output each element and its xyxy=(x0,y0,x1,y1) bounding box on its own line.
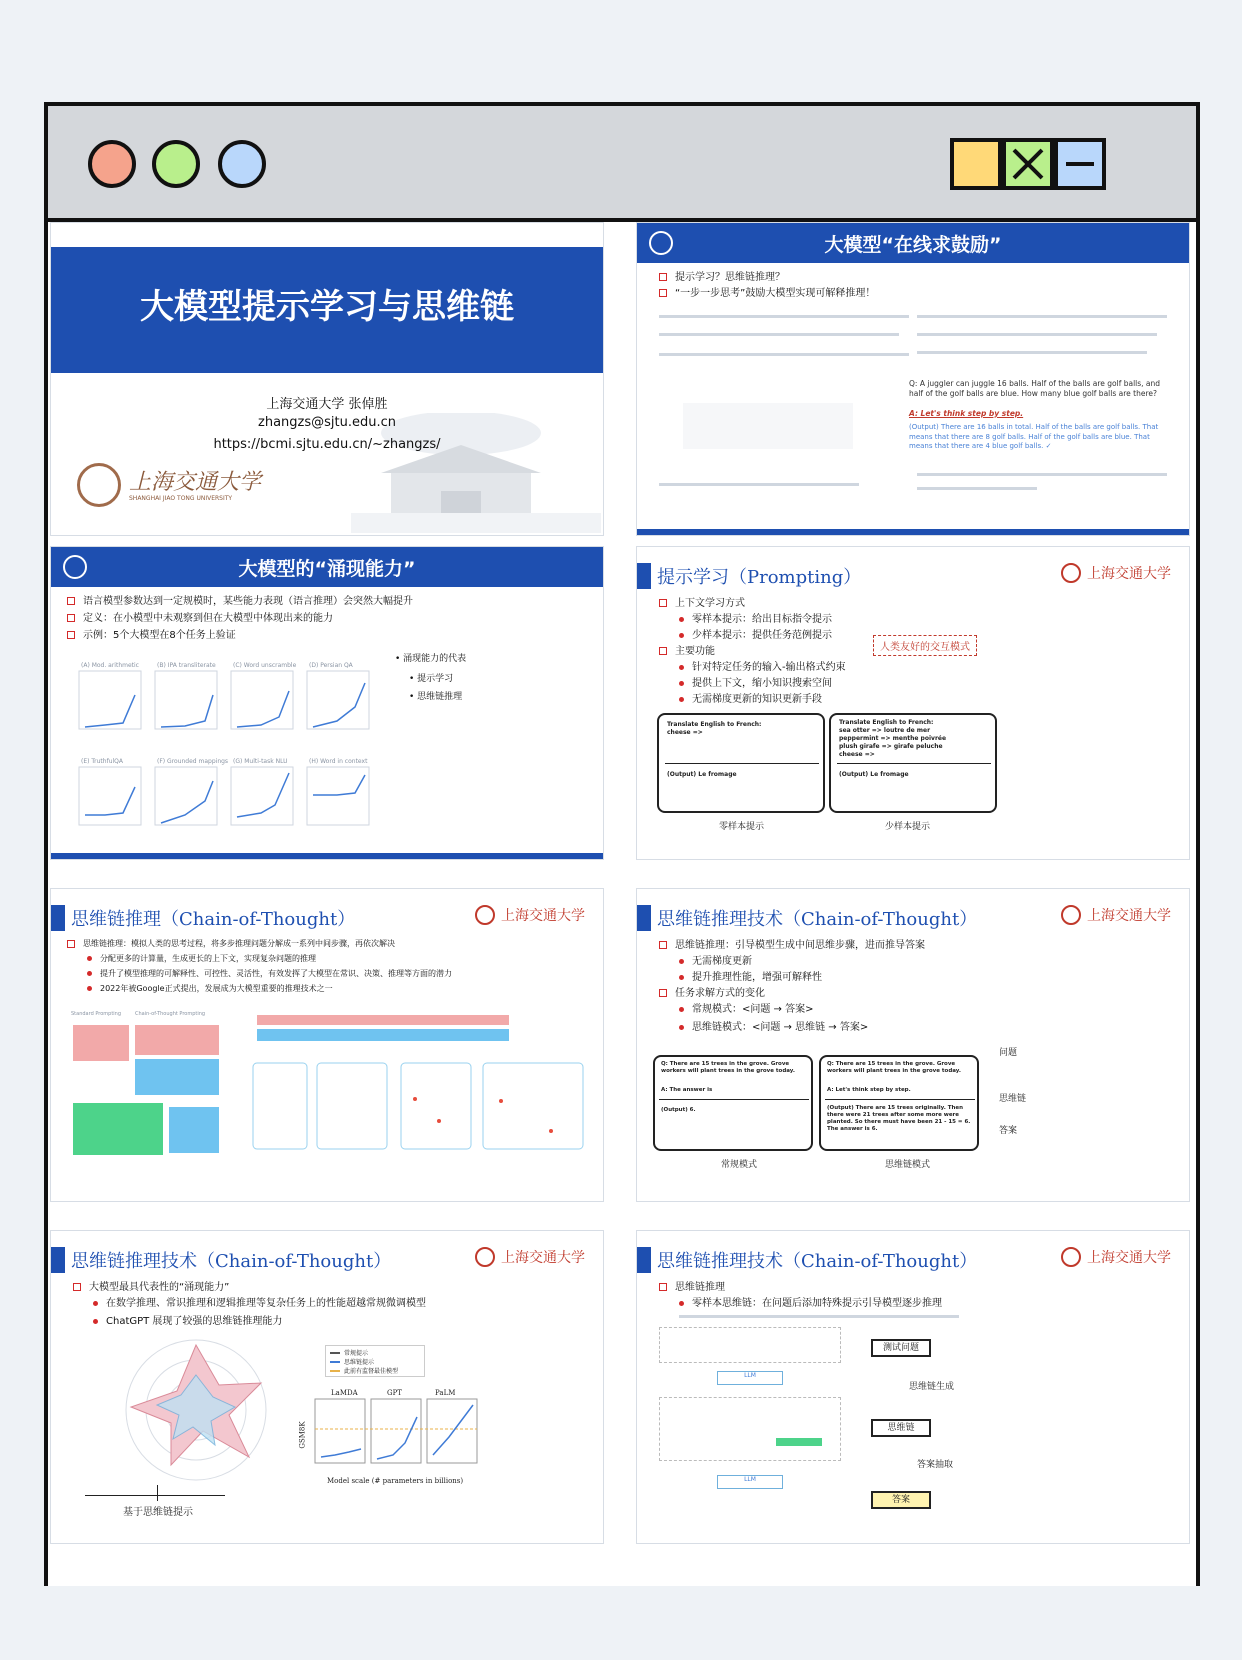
bullet: 大模型最具代表性的“涌现能力” xyxy=(73,1281,229,1294)
close-icon xyxy=(1008,144,1048,184)
slide-grid xyxy=(48,222,1196,1586)
logo-subtext: SHANGHAI JIAO TONG UNIVERSITY xyxy=(129,495,233,502)
slide-4-prompting[interactable] xyxy=(636,546,1190,860)
side-label-question: 问题 xyxy=(999,1048,1018,1058)
side-item: • 思维链推理 xyxy=(409,692,463,702)
col-title: Chain-of-Thought Prompting xyxy=(135,1011,206,1017)
col-title: Standard Prompting xyxy=(71,1011,122,1017)
highlight-block xyxy=(135,1059,219,1095)
model-label: GPT xyxy=(387,1389,402,1397)
sjtu-seal-icon xyxy=(475,1247,495,1267)
bullet: 示例：5个大模型在8个任务上验证 xyxy=(67,629,236,642)
question-panel xyxy=(659,1327,841,1363)
step-label: 思维链生成 xyxy=(909,1382,955,1392)
minimize-dash-button[interactable] xyxy=(1054,138,1106,190)
bullet: 零样本提示：给出目标指令提示 xyxy=(679,613,832,626)
title-bar xyxy=(48,106,1196,222)
highlight-block xyxy=(73,1025,129,1061)
model-label: PaLM xyxy=(435,1389,456,1397)
slide-title: 大模型“在线求鼓励” xyxy=(824,233,1002,256)
side-label-answer: 答案 xyxy=(999,1126,1018,1136)
slide-title: 思维链推理技术（Chain-of-Thought） xyxy=(637,1245,977,1275)
close-dot-button[interactable] xyxy=(88,140,136,188)
side-title: • 涌现能力的代表 xyxy=(395,654,467,664)
model-label: LaMDA xyxy=(331,1389,358,1397)
standard-mode-box: Q: There are 15 trees in the grove. Grove workers will plant trees in the grove today. A: The answer is (Output) 6. xyxy=(653,1055,813,1151)
cot-mode-box: Q: There are 15 trees in the grove. Grove workers will plant trees in the grove today. A: Let's think step by step. (Output) There are 15 trees originally. Then there were 21 trees after some more were planted. So there must have been 21 - 15 = 6. The answer is 6. xyxy=(819,1055,979,1151)
slide-1-title[interactable] xyxy=(50,222,604,536)
logo-text: 上海交通大学 xyxy=(129,470,262,495)
url-line[interactable]: https://bcmi.sjtu.edu.cn/~zhangzs/ xyxy=(213,437,441,452)
bullet: 定义：在小模型中未观察到但在大模型中体现出来的能力 xyxy=(67,612,333,625)
minus-icon xyxy=(1060,144,1100,184)
bullet: 上下文学习方式 xyxy=(659,597,745,610)
bullet: 分配更多的计算量，生成更长的上下文，实现复杂问题的推理 xyxy=(87,952,316,965)
sjtu-logo-icon xyxy=(63,555,87,579)
cot-panel xyxy=(659,1397,841,1461)
few-shot-box: Translate English to French: sea otter => loutre de mer peppermint => menthe poivrée plush girafe => girafe peluche cheese => (Output) Le fromage xyxy=(829,713,997,813)
svg-text:(C) Word unscramble: (C) Word unscramble xyxy=(233,662,297,669)
slide-title: 大模型的“涌现能力” xyxy=(238,557,416,580)
emergent-plots xyxy=(75,655,385,845)
sjtu-logo: 上海交通大学 xyxy=(475,905,585,925)
slide-title: 思维链推理技术（Chain-of-Thought） xyxy=(51,1245,391,1275)
cot-mode-label: 思维链模式 xyxy=(885,1160,931,1170)
highlight-block xyxy=(169,1107,219,1153)
svg-text:(D) Persian QA: (D) Persian QA xyxy=(309,662,353,669)
caption-connector xyxy=(157,1485,158,1501)
side-item: • 提示学习 xyxy=(409,674,454,684)
sjtu-logo: 上海交通大学 xyxy=(1061,563,1171,583)
slide-title: 思维链推理（Chain-of-Thought） xyxy=(51,903,355,933)
y-axis-label: GSM8K xyxy=(298,1421,307,1449)
highlight-block xyxy=(135,1025,219,1055)
sjtu-logo: 上海交通大学 xyxy=(475,1247,585,1267)
gsm8k-plots xyxy=(313,1397,483,1469)
bullet: 任务求解方式的变化 xyxy=(659,987,765,1000)
slide-banner xyxy=(637,223,1189,263)
qa-output: (Output) There are 16 balls in total. Half of the balls are golf balls. That means that there are 8 golf balls. Half of the golf balls are blue. That means that there are 4 blue golf balls. ✓ xyxy=(909,423,1159,450)
bullet: 零样本思维链：在问题后添加特殊提示引导模型逐步推理 xyxy=(679,1297,942,1310)
bullet: 在数学推理、常识推理和逻辑推理等复杂任务上的性能超越常规微调模型 xyxy=(93,1297,426,1310)
bullet: 思维链推理：引导模型生成中间思维步骤，进而推导答案 xyxy=(659,939,925,952)
bullet: 提升推理性能，增强可解释性 xyxy=(679,971,822,984)
svg-text:(F) Grounded mappings: (F) Grounded mappings xyxy=(157,758,229,765)
close-x-button[interactable] xyxy=(1002,138,1054,190)
legend-box: 常规提示 思维链提示 此前有监督最佳模型 xyxy=(325,1345,425,1377)
zero-shot-box: Translate English to French: cheese => (Output) Le fromage xyxy=(657,713,825,813)
answer-box: 答案 xyxy=(871,1491,931,1509)
standard-mode-label: 常规模式 xyxy=(721,1160,758,1170)
sjtu-seal-icon xyxy=(1061,563,1081,583)
highlight-block xyxy=(257,1029,509,1041)
slide-2-encourage[interactable] xyxy=(636,222,1190,536)
bullet: 提升了模型推理的可解释性、可控性、灵活性，有效发挥了大模型在常识、决策、推理等方面的潜力 xyxy=(87,967,452,980)
zero-shot-label: 零样本提示 xyxy=(719,822,765,832)
sjtu-seal-icon xyxy=(1061,1247,1081,1267)
caption-connector xyxy=(85,1495,225,1496)
caption: 基于思维链提示 xyxy=(123,1507,193,1518)
cot-box: 思维链 xyxy=(871,1419,931,1437)
bullet: 思维链模式：<问题 → 思维链 → 答案> xyxy=(679,1021,868,1034)
bullet: “一步一步思考”鼓励大模型实现可解释推理！ xyxy=(659,287,875,300)
svg-text:(G) Multi-task NLU: (G) Multi-task NLU xyxy=(233,758,288,765)
yellow-square-button[interactable] xyxy=(950,138,1002,190)
sjtu-logo: 上海交通大学 xyxy=(1061,905,1171,925)
minimize-dot-button[interactable] xyxy=(152,140,200,188)
maximize-dot-button[interactable] xyxy=(218,140,266,188)
bullet: 无需梯度更新 xyxy=(679,955,752,968)
bullet: 语言模型参数达到一定规模时，某些能力表现（语言推理）会突然大幅提升 xyxy=(67,595,413,608)
step-label: 答案抽取 xyxy=(917,1460,954,1470)
bullet: 思维链推理 xyxy=(659,1281,725,1294)
slide-8-zero-shot-cot[interactable] xyxy=(636,1230,1190,1544)
author-line: 上海交通大学 张倬胜 xyxy=(266,397,388,412)
svg-text:(E) TruthfulQA: (E) TruthfulQA xyxy=(81,758,123,765)
test-question-box: 测试问题 xyxy=(871,1339,931,1357)
slide-title: 思维链推理技术（Chain-of-Thought） xyxy=(637,903,977,933)
bullet: 主要功能 xyxy=(659,645,715,658)
slide-5-cot[interactable] xyxy=(50,888,604,1202)
bullet: 提供上下文，缩小知识搜索空间 xyxy=(679,677,832,690)
llm-box: LLM xyxy=(717,1475,783,1489)
slide-banner xyxy=(51,547,603,587)
slide-title: 提示学习（Prompting） xyxy=(637,561,861,591)
sjtu-logo: 上海交通大学 xyxy=(1061,1247,1171,1267)
sjtu-seal-icon xyxy=(475,905,495,925)
browser-window xyxy=(44,102,1200,1586)
bottom-band xyxy=(51,853,603,859)
bullet: 常规模式：<问题 → 答案> xyxy=(679,1003,814,1016)
bullet: 2022年被Google正式提出，发展成为大模型重要的推理技术之一 xyxy=(87,982,333,995)
bullet: 思维链推理：模拟人类的思考过程，将多步推理问题分解成一系列中间步骤，再依次解决 xyxy=(67,937,395,950)
slide-title: 大模型提示学习与思维链 xyxy=(140,287,514,327)
sjtu-seal-icon xyxy=(77,463,121,507)
side-label-cot: 思维链 xyxy=(999,1094,1027,1104)
email-line: zhangzs@sjtu.edu.cn xyxy=(258,415,396,430)
bottom-band xyxy=(637,529,1189,535)
bullet: 少样本提示：提供任务范例提示 xyxy=(679,629,832,642)
annotation-box: 人类友好的交互模式 xyxy=(873,635,977,656)
sjtu-logo-icon xyxy=(649,231,673,255)
qa-question: Q: A juggler can juggle 16 balls. Half of the balls are golf balls, and half of the golf balls are blue. How many blue golf balls are there? xyxy=(909,379,1161,398)
bullet: 无需梯度更新的知识更新手段 xyxy=(679,693,822,706)
radar-chart xyxy=(101,1335,291,1485)
svg-text:(B) IPA transliterate: (B) IPA transliterate xyxy=(157,662,216,669)
qa-prompt: A: Let's think step by step. xyxy=(909,409,1024,418)
tot-diagrams xyxy=(251,1051,591,1171)
bullet: ChatGPT 展现了较强的思维链推理能力 xyxy=(93,1315,282,1328)
slide-3-emergent[interactable] xyxy=(50,546,604,860)
llm-box: LLM xyxy=(717,1371,783,1385)
few-shot-label: 少样本提示 xyxy=(885,822,931,832)
bullet: 提示学习？思维链推理？ xyxy=(659,271,785,284)
svg-text:(H) Word in context: (H) Word in context xyxy=(309,758,368,765)
slide-7-cot-ability[interactable] xyxy=(50,1230,604,1544)
x-axis-label: Model scale (# parameters in billions) xyxy=(327,1477,464,1485)
slide-6-cot-tech[interactable] xyxy=(636,888,1190,1202)
mini-example xyxy=(683,403,853,449)
sjtu-seal-icon xyxy=(1061,905,1081,925)
highlight-block xyxy=(73,1103,163,1155)
bullet: 针对特定任务的输入-输出格式约束 xyxy=(679,661,846,674)
highlight-block xyxy=(257,1015,509,1025)
svg-text:(A) Mod. arithmetic: (A) Mod. arithmetic xyxy=(81,662,139,669)
gate-illustration xyxy=(351,413,601,533)
